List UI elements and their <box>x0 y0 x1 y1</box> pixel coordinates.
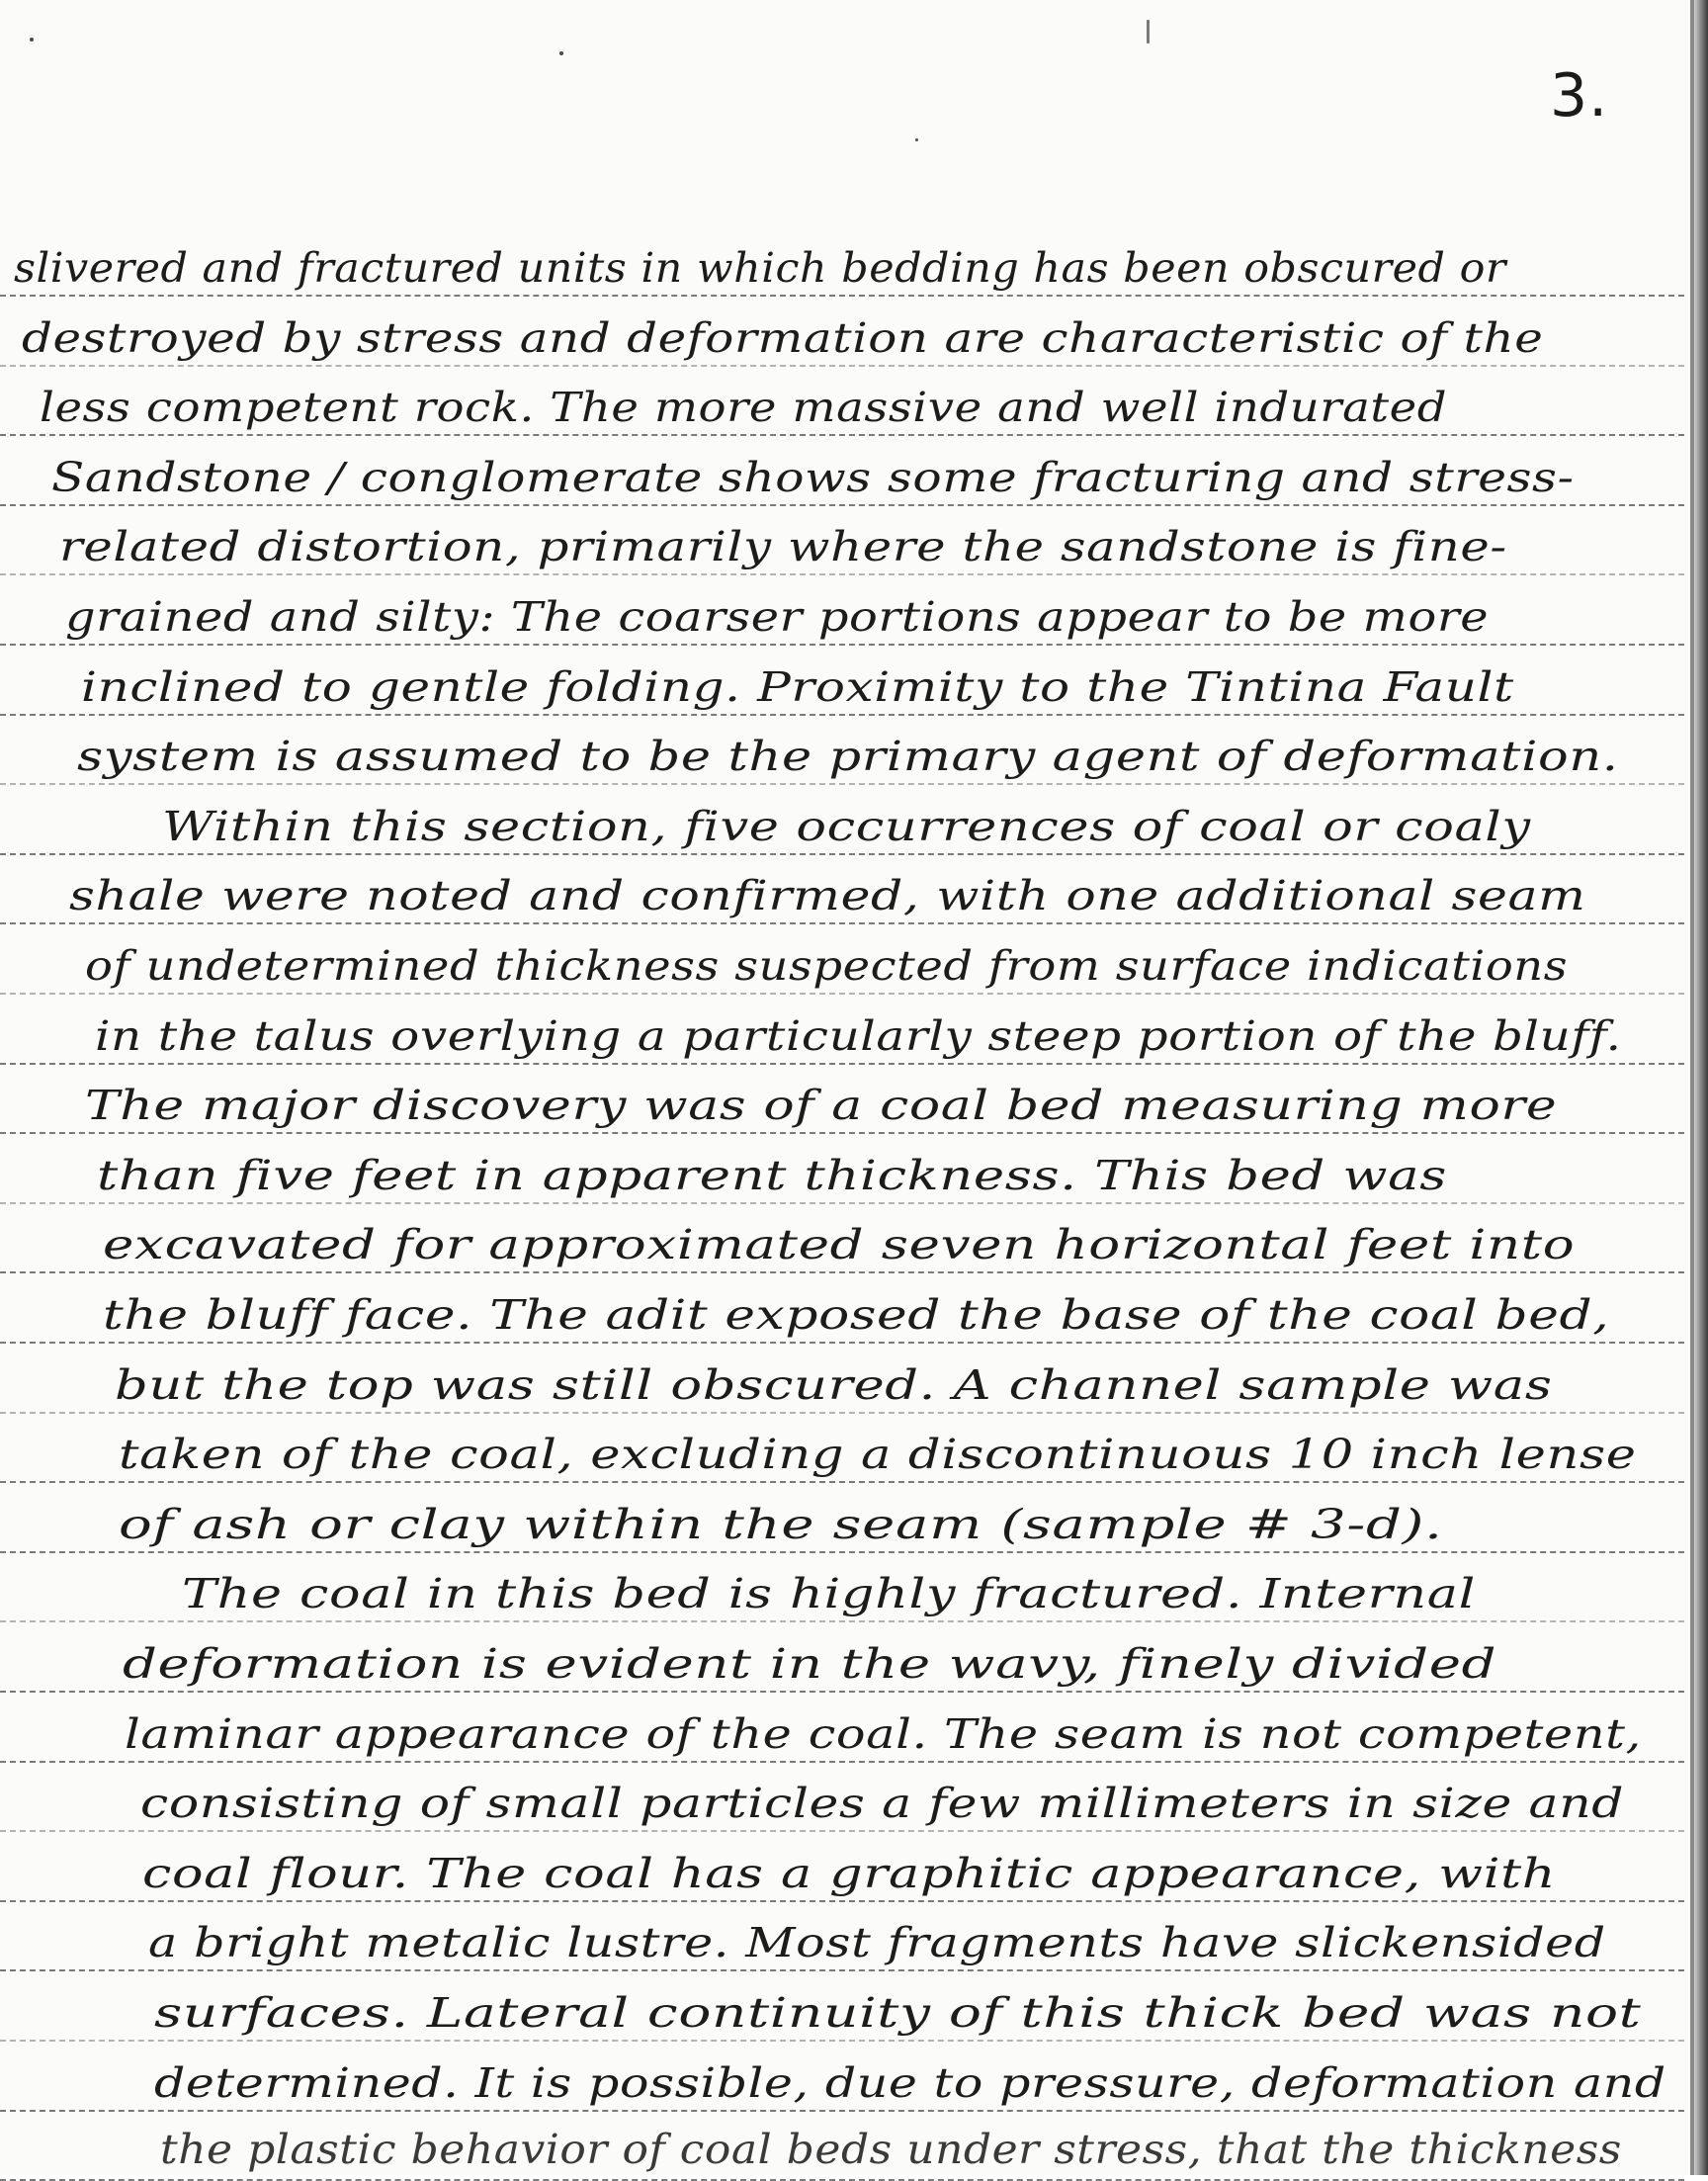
handwritten-line: of undetermined thickness suspected from surface indications <box>85 942 1569 990</box>
handwritten-line: inclined to gentle folding. Proximity to the Tintina Fault <box>81 663 1514 711</box>
handwritten-line: Within this section, five occurrences of coal or coaly <box>162 803 1531 850</box>
handwritten-line: the bluff face. The adit exposed the base of the coal bed, <box>103 1291 1610 1339</box>
page-number: 3. <box>1550 61 1609 131</box>
handwritten-line: taken of the coal, excluding a discontinuous 10 inch lense <box>119 1431 1637 1478</box>
handwritten-line: a bright metalic lustre. Most fragments have slickensided <box>148 1919 1606 1966</box>
handwritten-line: coal flour. The coal has a graphitic appearance, with <box>142 1850 1557 1897</box>
handwritten-line: the plastic behavior of coal beds under stress, that the thickness <box>160 2126 1622 2173</box>
handwritten-line: shale were noted and confirmed, with one additional seam <box>69 872 1586 919</box>
handwritten-line: slivered and fractured units in which bedding has been obscured or <box>14 244 1506 292</box>
handwritten-line: Sandstone / conglomerate shows some fracturing and stress- <box>51 454 1575 501</box>
handwritten-line: determined. It is possible, due to pressure, deformation and <box>154 2059 1666 2107</box>
handwritten-line: The coal in this bed is highly fractured. Internal <box>182 1570 1477 1617</box>
handwritten-line: but the top was still obscured. A channel sample was <box>115 1361 1553 1409</box>
handwritten-line: deformation is evident in the wavy, finely divided <box>123 1640 1497 1688</box>
handwritten-line: less competent rock. The more massive and well indurated <box>40 384 1448 431</box>
handwritten-line: grained and silty: The coarser portions appear to be more <box>65 593 1490 641</box>
handwritten-line: system is assumed to be the primary agent of deformation. <box>77 733 1619 780</box>
handwritten-line: than five feet in apparent thickness. This bed was <box>97 1152 1447 1199</box>
handwritten-line: in the talus overlying a particularly steep portion of the bluff. <box>95 1012 1622 1060</box>
handwritten-line: The major discovery was of a coal bed measuring more <box>85 1082 1558 1129</box>
handwritten-line: excavated for approximated seven horizontal feet into <box>103 1221 1576 1268</box>
handwritten-line: of ash or clay within the seam (sample # 3-d). <box>119 1501 1443 1548</box>
handwritten-line: related distortion, primarily where the sandstone is fine- <box>59 523 1507 570</box>
handwritten-line: surfaces. Lateral continuity of this thick bed was not <box>154 1989 1642 2037</box>
handwritten-line: consisting of small particles a few millimeters in size and <box>140 1780 1625 1827</box>
handwritten-line: laminar appearance of the coal. The seam is not competent, <box>125 1710 1642 1758</box>
handwritten-line: destroyed by stress and deformation are characteristic of the <box>22 314 1544 362</box>
